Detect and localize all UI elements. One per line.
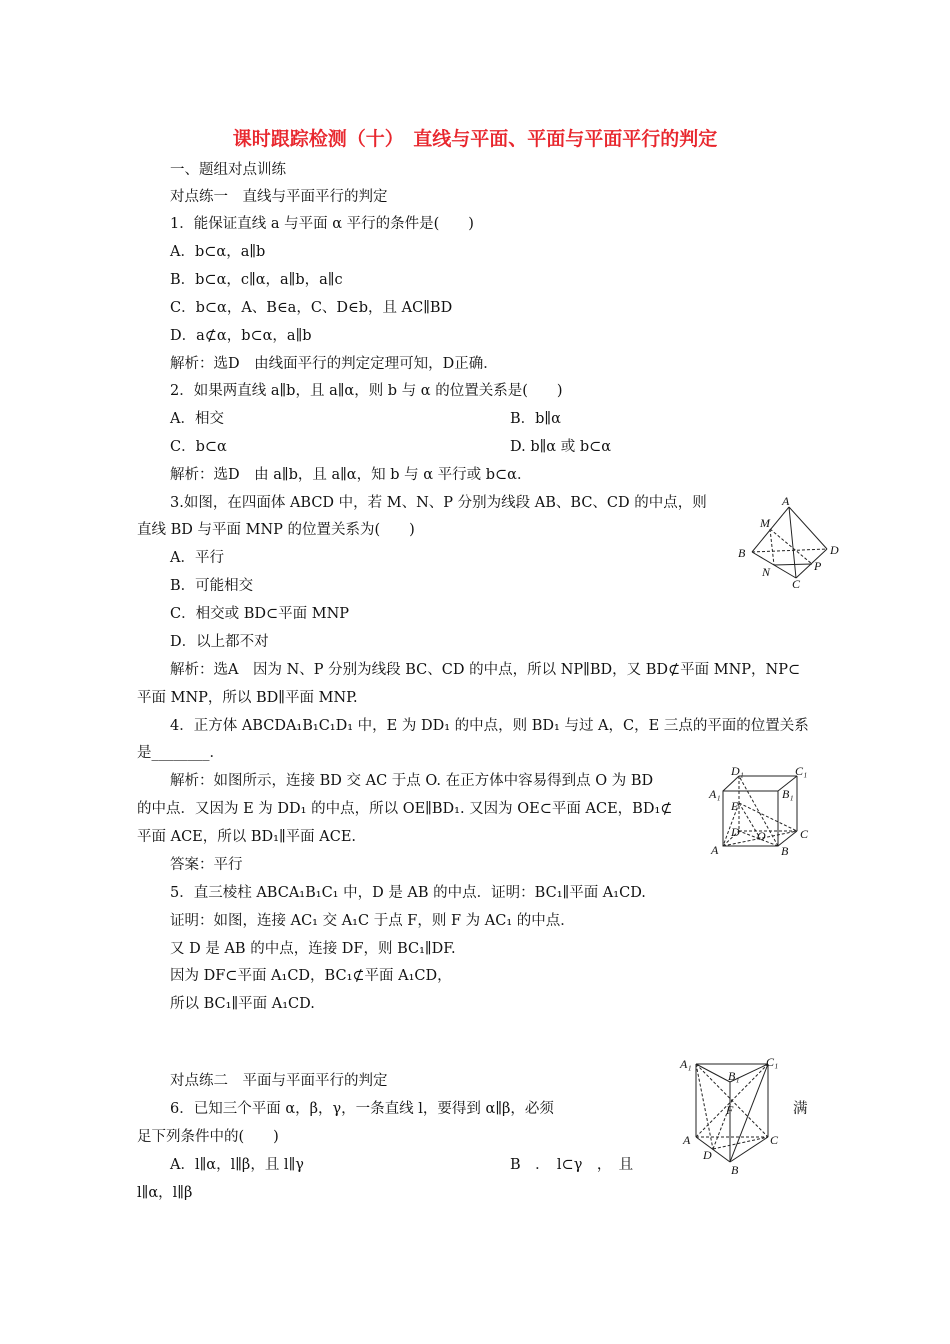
- question-1: 1．能保证直线 a 与平面 α 平行的条件是( ): [170, 216, 474, 232]
- tetrahedron-figure: [730, 494, 845, 592]
- option-6b-cont: l∥α，l∥β: [137, 1185, 193, 1201]
- question-3: 3.如图，在四面体 ABCD 中，若 M、N、P 分别为线段 AB、BC、CD 的中点，则: [170, 495, 707, 511]
- label-D: D: [731, 825, 740, 839]
- question-6-cont: 足下列条件中的( ): [137, 1129, 279, 1145]
- label-D1: D₁: [731, 766, 744, 778]
- subsection-heading-2: 对点练二 平面与平面平行的判定: [170, 1073, 388, 1089]
- option-2a: A．相交: [170, 411, 224, 427]
- option-1c: C．b⊂α，A、B∈a，C、D∈b，且 AC∥BD: [170, 300, 453, 316]
- solution-4-cont: 的中点．又因为 E 为 DD₁ 的中点，所以 OE∥BD₁. 又因为 OE⊂平面 ACE，BD₁⊄: [137, 801, 673, 817]
- label-C1: C₁: [795, 766, 808, 778]
- label-A1: A₁: [709, 787, 721, 801]
- question-4-cont: 是________．: [137, 745, 224, 761]
- option-2b: B．b∥α: [510, 411, 561, 427]
- option-2c: C．b⊂α: [170, 439, 227, 455]
- option-1a: A．b⊂α，a∥b: [170, 244, 266, 260]
- option-3c: C．相交或 BD⊂平面 MNP: [170, 606, 350, 622]
- option-1d: D．a⊄α，b⊂α，a∥b: [170, 328, 312, 344]
- label-P: P: [814, 559, 822, 573]
- prism-figure: [678, 1052, 788, 1177]
- option-2d: D. b∥α 或 b⊂α: [510, 439, 612, 455]
- label-E: E: [731, 799, 739, 813]
- answer-3: 解析：选A 因为 N、P 分别为线段 BC、CD 的中点，所以 NP∥BD，又 BD⊄平面 MNP，NP⊂: [170, 662, 801, 678]
- solution-4: 解析：如图所示，连接 BD 交 AC 于点 O. 在正方体中容易得到点 O 为 BD: [170, 773, 654, 789]
- label-C: C: [792, 577, 801, 591]
- page-title: 课时跟踪检测（十） 直线与平面、平面与平面平行的判定: [232, 128, 718, 150]
- question-4: 4．正方体 ABCDA₁B₁C₁D₁ 中，E 为 DD₁ 的中点，则 BD₁ 与过 A，C，E 三点的平面的位置关系: [170, 718, 809, 734]
- subsection-heading: 对点练一 直线与平面平行的判定: [170, 189, 388, 205]
- answer-1: 解析：选D 由线面平行的判定定理可知，D正确．: [170, 356, 498, 372]
- label-D: D: [703, 1148, 712, 1162]
- option-3d: D．以上都不对: [170, 634, 269, 650]
- label-B: B: [781, 844, 789, 858]
- option-6a: A．l∥α，l∥β，且 l∥γ: [170, 1157, 304, 1173]
- label-B: B: [731, 1163, 739, 1177]
- label-A: A: [711, 843, 719, 857]
- label-B: B: [738, 546, 746, 560]
- label-F: F: [726, 1103, 734, 1117]
- question-3-cont: 直线 BD 与平面 MNP 的位置关系为( ): [137, 522, 415, 538]
- label-A1: A₁: [680, 1057, 692, 1071]
- option-3b: B．可能相交: [170, 578, 254, 594]
- label-C: C: [800, 827, 809, 841]
- label-B1: B₁: [728, 1069, 740, 1083]
- question-5: 5．直三棱柱 ABCA₁B₁C₁ 中，D 是 AB 的中点．证明：BC₁∥平面 A₁CD.: [170, 885, 646, 901]
- answer-2: 解析：选D 由 a∥b，且 a∥α，知 b 与 α 平行或 b⊂α．: [170, 467, 532, 483]
- label-N: N: [762, 565, 771, 579]
- question-6-wrap: 满: [793, 1101, 808, 1117]
- proof-5-line2: 又 D 是 AB 的中点，连接 DF，则 BC₁∥DF.: [170, 941, 456, 957]
- label-A: A: [683, 1133, 691, 1147]
- section-heading: 一、题组对点训练: [170, 162, 286, 178]
- label-A: A: [782, 494, 790, 508]
- label-C1: C₁: [766, 1055, 779, 1069]
- question-6: 6．已知三个平面 α，β，γ，一条直线 l，要得到 α∥β，必须: [170, 1101, 554, 1117]
- label-M: M: [760, 516, 770, 530]
- label-O: O: [757, 829, 766, 843]
- cube-figure: [705, 766, 815, 860]
- question-2: 2．如果两直线 a∥b，且 a∥α，则 b 与 α 的位置关系是( ): [170, 383, 563, 399]
- answer-4: 答案：平行: [170, 857, 243, 873]
- option-3a: A．平行: [170, 550, 224, 566]
- proof-5-line3: 因为 DF⊂平面 A₁CD，BC₁⊄平面 A₁CD，: [170, 968, 452, 984]
- label-C: C: [770, 1133, 779, 1147]
- option-1b: B．b⊂α，c∥α，a∥b，a∥c: [170, 272, 343, 288]
- answer-3-cont: 平面 MNP，所以 BD∥平面 MNP.: [137, 690, 358, 706]
- option-6b: B ． l⊂γ ， 且: [510, 1157, 634, 1173]
- proof-5-line1: 证明：如图，连接 AC₁ 交 A₁C 于点 F，则 F 为 AC₁ 的中点．: [170, 913, 575, 929]
- label-D: D: [830, 543, 839, 557]
- solution-4-end: 平面 ACE，所以 BD₁∥平面 ACE.: [137, 829, 357, 845]
- label-B1: B₁: [782, 787, 794, 801]
- proof-5-line4: 所以 BC₁∥平面 A₁CD.: [170, 996, 315, 1012]
